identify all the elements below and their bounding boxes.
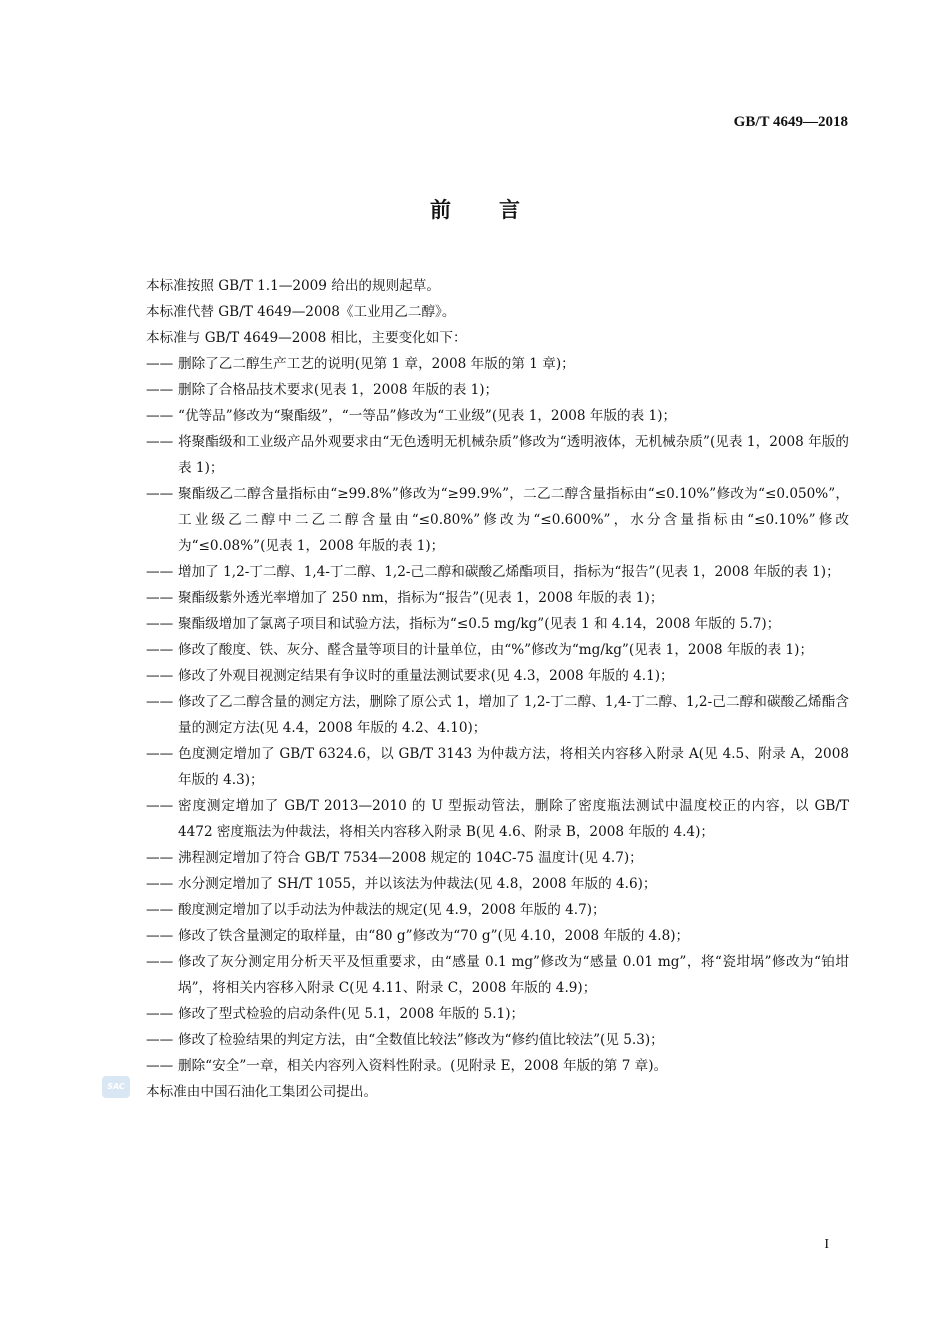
list-dash: ——	[146, 1058, 174, 1074]
list-dash: ——	[146, 850, 174, 866]
change-list-item	[146, 611, 849, 637]
change-list-item	[146, 793, 849, 845]
list-dash: ——	[146, 590, 174, 606]
list-dash: ——	[146, 876, 174, 892]
list-dash: ——	[146, 668, 174, 684]
change-list-item-text: 修改了外观目视测定结果有争议时的重量法测试要求(见 4.3，2008 年版的 4.1)；	[178, 668, 674, 684]
change-list-item-text: 聚酯级增加了氯离子项目和试验方法，指标为“≤0.5 mg/kg”(见表 1 和 4.14，2008 年版的 5.7)；	[178, 616, 781, 632]
change-list-item	[146, 403, 849, 429]
list-dash: ——	[146, 356, 174, 372]
list-dash: ——	[146, 694, 174, 710]
list-dash: ——	[146, 434, 174, 450]
list-dash: ——	[146, 1032, 174, 1048]
change-list-item-text: 沸程测定增加了符合 GB/T 7534—2008 规定的 104C-75 温度计(见 4.7)；	[178, 850, 643, 866]
change-list-item-text: 密度测定增加了 GB/T 2013—2010 的 U 型振动管法，删除了密度瓶法测试中温度校正的内容，以 GB/T 4472 密度瓶法为仲裁法，将相关内容移入附录 B(见 4.6、附录 B，2008 年版的 4.4)；	[178, 798, 849, 840]
page-title: 前言	[430, 198, 568, 222]
list-dash: ——	[146, 798, 174, 814]
change-list-item-text: “优等品”修改为“聚酯级”，“一等品”修改为“工业级”(见表 1，2008 年版的表 1)；	[178, 408, 677, 424]
list-dash: ——	[146, 616, 174, 632]
list-dash: ——	[146, 642, 174, 658]
list-dash: ——	[146, 382, 174, 398]
document-body	[146, 273, 849, 1105]
change-list-item-text: 修改了检验结果的判定方法，由“全数值比较法”修改为“修约值比较法”(见 5.3)；	[178, 1032, 664, 1048]
standard-code: GB/T 4649—2018	[733, 114, 848, 130]
change-list-item-text: 修改了酸度、铁、灰分、醛含量等项目的计量单位，由“%”修改为“mg/kg”(见表 1，2008 年版的表 1)；	[178, 642, 814, 658]
change-list-item-text: 修改了乙二醇含量的测定方法，删除了原公式 1，增加了 1,2-丁二醇、1,4-丁二醇、1,2-己二醇和碳酸乙烯酯含量的测定方法(见 4.4，2008 年版的 4.2、4.10)；	[178, 694, 849, 736]
change-list-item	[146, 585, 849, 611]
change-list-item-text: 删除“安全”一章，相关内容列入资料性附录。(见附录 E，2008 年版的第 7 章)。	[178, 1058, 668, 1074]
change-list-item-text: 聚酯级紫外透光率增加了 250 nm，指标为“报告”(见表 1，2008 年版的表 1)；	[178, 590, 664, 606]
change-list-item	[146, 1027, 849, 1053]
change-list-item-text: 酸度测定增加了以手动法为仲裁法的规定(见 4.9，2008 年版的 4.7)；	[178, 902, 606, 918]
change-list-item	[146, 949, 849, 1001]
change-list-item	[146, 559, 849, 585]
change-list	[146, 351, 849, 1079]
list-dash: ——	[146, 408, 174, 424]
list-dash: ——	[146, 928, 174, 944]
change-list-item-text: 增加了 1,2-丁二醇、1,4-丁二醇、1,2-己二醇和碳酸乙烯酯项目，指标为“报告”(见表 1，2008 年版的表 1)；	[178, 564, 840, 580]
list-dash: ——	[146, 486, 174, 502]
change-list-item	[146, 637, 849, 663]
change-list-item	[146, 845, 849, 871]
change-list-item	[146, 871, 849, 897]
change-list-item-text: 删除了合格品技术要求(见表 1，2008 年版的表 1)；	[178, 382, 499, 398]
change-list-item	[146, 1053, 849, 1079]
change-list-item	[146, 741, 849, 793]
intro-paragraph: 本标准按照 GB/T 1.1—2009 给出的规则起草。	[146, 278, 440, 294]
sac-watermark-logo: SAC	[102, 1076, 130, 1098]
change-list-item-text: 修改了铁含量测定的取样量，由“80 g”修改为“70 g”(见 4.10，2008 年版的 4.8)；	[178, 928, 690, 944]
change-list-item-text: 修改了型式检验的启动条件(见 5.1，2008 年版的 5.1)；	[178, 1006, 525, 1022]
change-list-item-text: 修改了灰分测定用分析天平及恒重要求，由“感量 0.1 mg”修改为“感量 0.01 mg”，将“瓷坩埚”修改为“铂坩埚”，将相关内容移入附录 C(见 4.11、附录 C，2008 年版的 4.9)；	[178, 954, 849, 996]
list-dash: ——	[146, 1006, 174, 1022]
change-list-item	[146, 689, 849, 741]
intro-paragraph: 本标准与 GB/T 4649—2008 相比，主要变化如下：	[146, 330, 467, 346]
change-list-item	[146, 1001, 849, 1027]
change-list-item-text: 水分测定增加了 SH/T 1055，并以该法为仲裁法(见 4.8，2008 年版的 4.6)；	[178, 876, 657, 892]
change-list-item	[146, 663, 849, 689]
change-list-item-text: 将聚酯级和工业级产品外观要求由“无色透明无机械杂质”修改为“透明液体，无机械杂质”(见表 1，2008 年版的表 1)；	[178, 434, 849, 476]
list-dash: ——	[146, 954, 174, 970]
closing-paragraph: 本标准由中国石油化工集团公司提出。	[146, 1084, 378, 1100]
change-list-item	[146, 377, 849, 403]
change-list-item-text: 色度测定增加了 GB/T 6324.6，以 GB/T 3143 为仲裁方法，将相关内容移入附录 A(见 4.5、附录 A，2008 年版的 4.3)；	[178, 746, 849, 788]
change-list-item	[146, 429, 849, 481]
change-list-item	[146, 351, 849, 377]
change-list-item-text: 删除了乙二醇生产工艺的说明(见第 1 章，2008 年版的第 1 章)；	[178, 356, 575, 372]
list-dash: ——	[146, 564, 174, 580]
change-list-item-text: 聚酯级乙二醇含量指标由“≥99.8%”修改为“≥99.9%”，二乙二醇含量指标由“≤0.10%”修改为“≤0.050%”，工业级乙二醇中二乙二醇含量由“≤0.80%”修改为“≤0.600%”，水分含量指标由“≤0.10%”修改为“≤0.08%”(见表 1，2008 年版的表 1)；	[178, 486, 849, 554]
intro-paragraph: 本标准代替 GB/T 4649—2008《工业用乙二醇》。	[146, 304, 456, 320]
change-list-item	[146, 897, 849, 923]
change-list-item	[146, 481, 849, 559]
list-dash: ——	[146, 746, 174, 762]
list-dash: ——	[146, 902, 174, 918]
change-list-item	[146, 923, 849, 949]
page-number: I	[824, 1237, 829, 1252]
